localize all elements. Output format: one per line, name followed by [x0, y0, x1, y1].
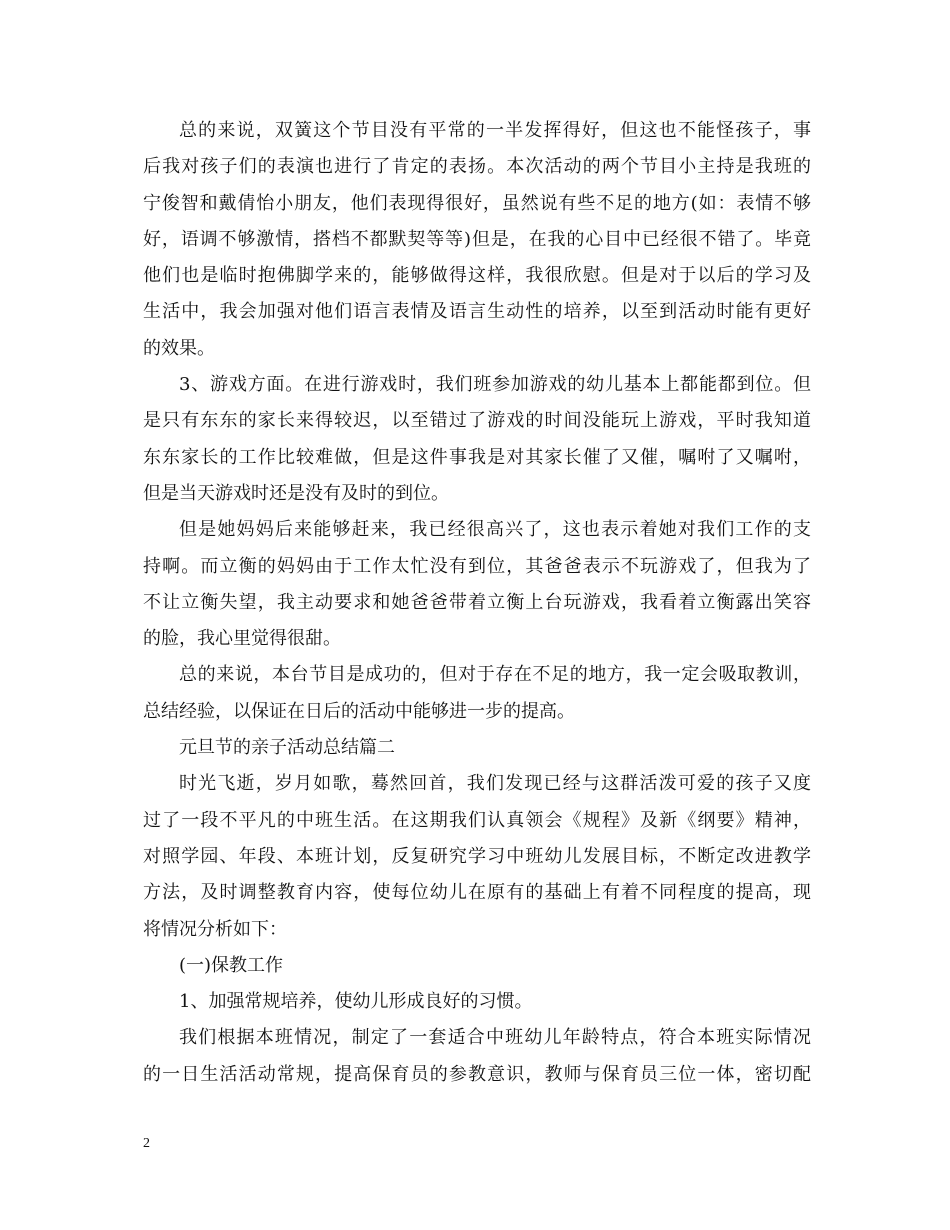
text-line: 但是她妈妈后来能够赶来，我已经很高兴了，这也表示着她对我们工作的支 — [179, 519, 811, 541]
text-line: 将情况分析如下： — [143, 918, 287, 940]
text-line: 东东家长的工作比较难做，但是这件事我是对其家长催了又催，嘱咐了又嘱咐， — [143, 446, 811, 468]
text-line: 时光飞逝，岁月如歌，蓦然回首，我们发现已经与这群活泼可爱的孩子又度 — [179, 773, 811, 795]
text-line: 1、加强常规培养，使幼儿形成良好的习惯。 — [179, 991, 533, 1013]
text-line: 但是当天游戏时还是没有及时的到位。 — [143, 482, 449, 504]
text-line: 持啊。而立衡的妈妈由于工作太忙没有到位，其爸爸表示不玩游戏了，但我为了 — [143, 555, 811, 577]
text-line: 总的来说，本台节目是成功的，但对于存在不足的地方，我一定会吸取教训， — [179, 664, 811, 686]
text-line: 不让立衡失望，我主动要求和她爸爸带着立衡上台玩游戏，我看着立衡露出笑容 — [143, 591, 811, 613]
text-line: 后我对孩子们的表演也进行了肯定的表扬。本次活动的两个节目小主持是我班的 — [143, 156, 811, 178]
text-line: 总结经验，以保证在日后的活动中能够进一步的提高。 — [143, 700, 575, 722]
paragraph — [143, 367, 811, 512]
text-line: 的效果。 — [143, 337, 215, 359]
text-line: 过了一段不平凡的中班生活。在这期我们认真领会《规程》及新《纲要》精神， — [143, 809, 811, 831]
paragraph — [143, 657, 811, 730]
subsection-heading — [143, 948, 811, 984]
text-line: 好，语调不够激情，搭档不都默契等等)但是，在我的心目中已经很不错了。毕竟 — [143, 228, 811, 250]
text-line: 总的来说，双簧这个节目没有平常的一半发挥得好，但这也不能怪孩子，事 — [179, 120, 811, 141]
section-heading — [143, 730, 811, 766]
heading-text: 元旦节的亲子活动总结篇二 — [179, 737, 395, 759]
paragraph — [143, 113, 811, 367]
text-line: 对照学园、年段、本班计划，反复研究学习中班幼儿发展目标，不断定改进教学 — [143, 845, 811, 867]
paragraph — [143, 1020, 811, 1093]
text-line: 的一日生活活动常规，提高保育员的参教意识，教师与保育员三位一体，密切配 — [143, 1063, 811, 1085]
document-body — [143, 113, 811, 1093]
text-line: 生活中，我会加强对他们语言表情及语言生动性的培养，以至到活动时能有更好 — [143, 301, 811, 323]
text-line: 我们根据本班情况，制定了一套适合中班幼儿年龄特点，符合本班实际情况 — [179, 1027, 811, 1049]
page-number: 2 — [143, 1136, 150, 1151]
text-line: 的脸，我心里觉得很甜。 — [143, 628, 341, 650]
text-line: 宁俊智和戴倩怡小朋友，他们表现得很好，虽然说有些不足的地方(如：表情不够 — [143, 192, 811, 214]
text-line: 他们也是临时抱佛脚学来的，能够做得这样，我很欣慰。但是对于以后的学习及 — [143, 265, 811, 287]
paragraph — [143, 512, 811, 657]
text-line: 3、游戏方面。在进行游戏时，我们班参加游戏的幼儿基本上都能都到位。但 — [179, 374, 811, 396]
text-line: 方法，及时调整教育内容，使每位幼儿在原有的基础上有着不同程度的提高，现 — [143, 882, 811, 904]
text-line: 是只有东东的家长来得较迟，以至错过了游戏的时间没能玩上游戏，平时我知道 — [143, 410, 811, 432]
heading-text: (一)保教工作 — [179, 954, 284, 976]
paragraph — [143, 984, 811, 1020]
paragraph — [143, 766, 811, 947]
